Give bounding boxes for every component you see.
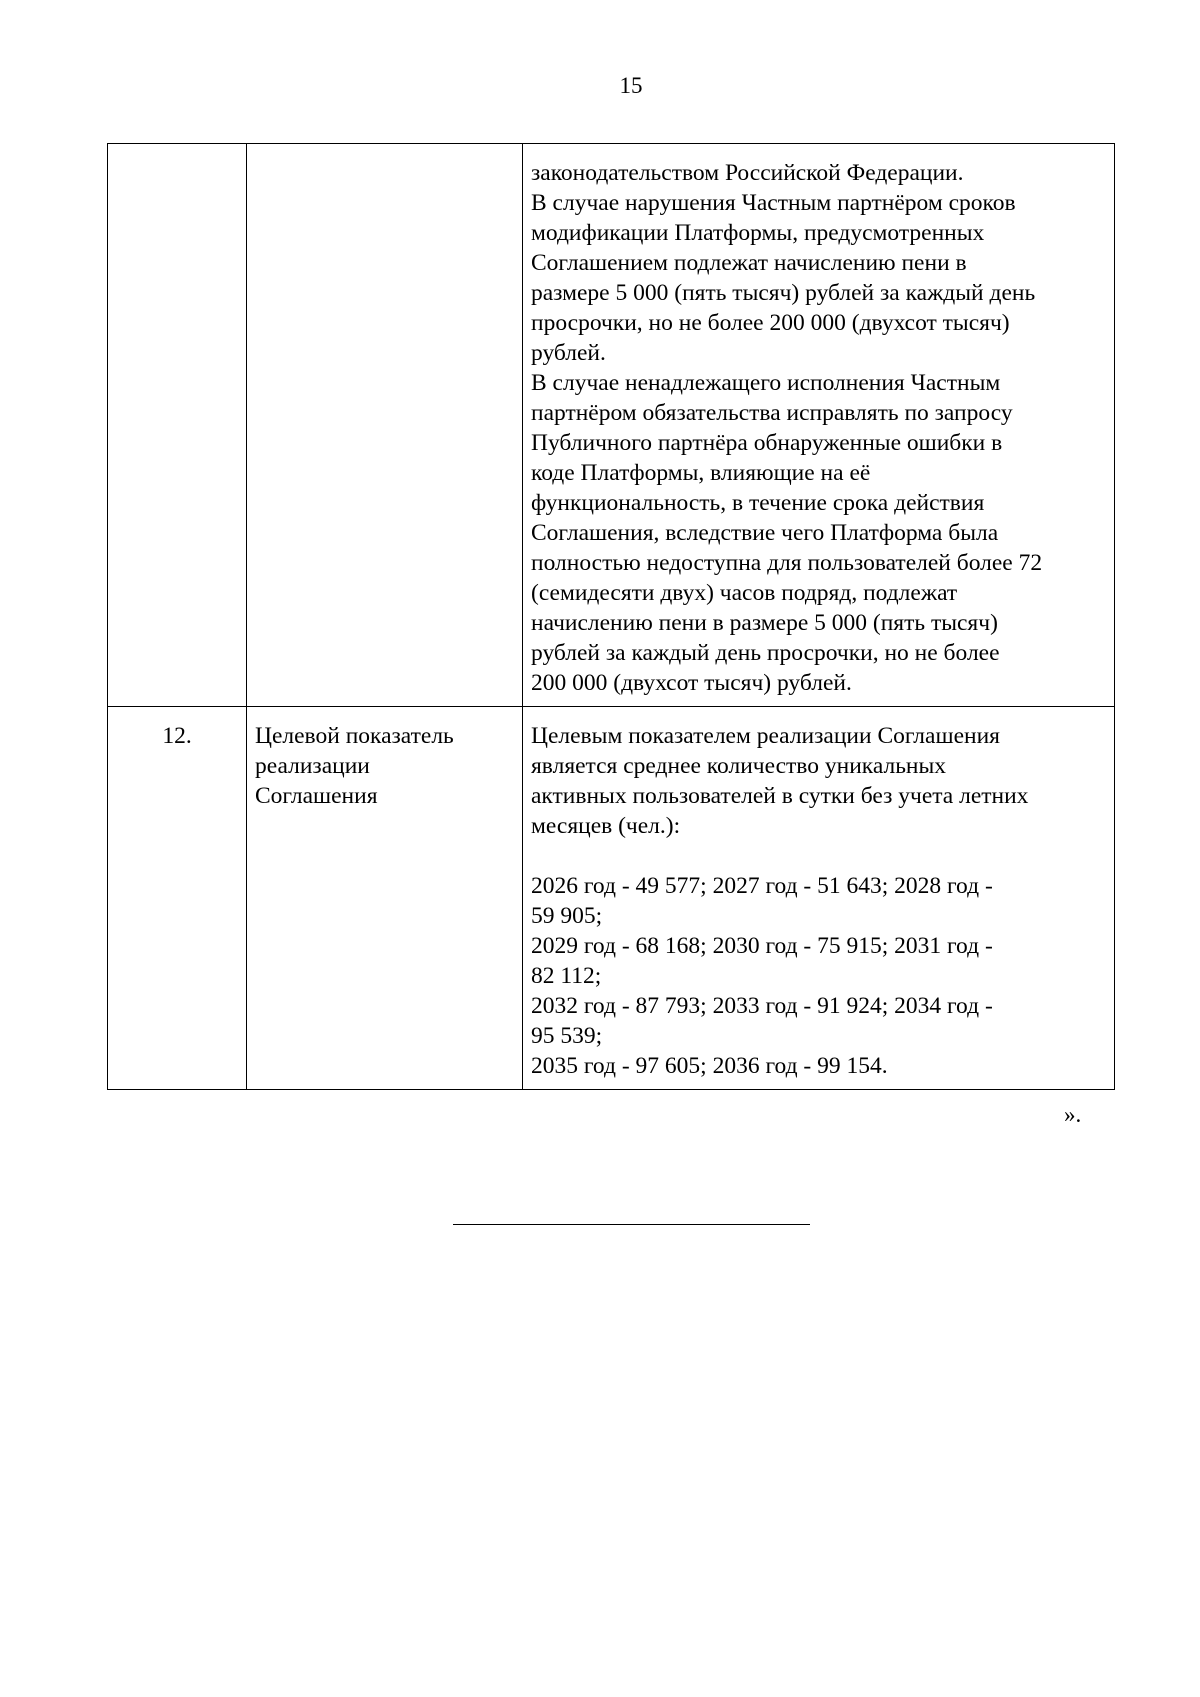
content-line: партнёром обязательства исправлять по запросу (531, 400, 1013, 426)
content-line: размере 5 000 (пять тысяч) рублей за каждый день (531, 280, 1036, 306)
content-line: модификации Платформы, предусмотренных (531, 220, 985, 246)
content-line: Соглашения, вследствие чего Платформа была (531, 520, 999, 546)
content-line: Целевым показателем реализации Соглашения (531, 723, 1000, 749)
end-rule (453, 1224, 810, 1225)
paragraph-spacer (531, 841, 1106, 871)
document-table (107, 143, 1115, 1090)
target-line: 82 112; (531, 963, 602, 989)
closing-quote: ». (1064, 1102, 1082, 1127)
title-line: Соглашения (255, 783, 378, 809)
content-line: коде Платформы, влияющие на её (531, 460, 871, 486)
page-number: 15 (619, 73, 643, 98)
content-line: месяцев (чел.): (531, 813, 681, 839)
content-line: Публичного партнёра обнаруженные ошибки в (531, 430, 1003, 456)
content-line: полностью недоступна для пользователей более 72 (531, 550, 1043, 576)
table-row (108, 707, 1115, 1090)
content-line: активных пользователей в сутки без учета летних (531, 783, 1029, 809)
row-content-cell (523, 144, 1115, 707)
title-line: Целевой показатель (255, 723, 454, 749)
content-line: (семидесяти двух) часов подряд, подлежат (531, 580, 958, 606)
content-line: функциональность, в течение срока действия (531, 490, 985, 516)
title-line: реализации (255, 753, 370, 779)
row-number-cell (108, 144, 247, 707)
row-title-cell (247, 707, 523, 1090)
content-line: Соглашением подлежат начислению пени в (531, 250, 967, 276)
content-line: законодательством Российской Федерации. (531, 160, 964, 186)
content-line: В случае ненадлежащего исполнения Частным (531, 370, 1001, 396)
content-line: просрочки, но не более 200 000 (двухсот тысяч) (531, 310, 1010, 336)
content-line: В случае нарушения Частным партнёром сроков (531, 190, 1016, 216)
content-line: рублей за каждый день просрочки, но не более (531, 640, 1000, 666)
target-line: 95 539; (531, 1023, 603, 1049)
table-row (108, 144, 1115, 707)
target-line: 2026 год - 49 577; 2027 год - 51 643; 2028 год - (531, 873, 993, 899)
content-line: является среднее количество уникальных (531, 753, 947, 779)
target-line: 59 905; (531, 903, 603, 929)
content-line: 200 000 (двухсот тысяч) рублей. (531, 670, 852, 696)
row-number-cell: 12. (108, 707, 247, 1090)
target-line: 2035 год - 97 605; 2036 год - 99 154. (531, 1053, 888, 1079)
content-line: рублей. (531, 340, 606, 366)
content-line: начислению пени в размере 5 000 (пять тысяч) (531, 610, 998, 636)
target-line: 2032 год - 87 793; 2033 год - 91 924; 2034 год - (531, 993, 993, 1019)
target-line: 2029 год - 68 168; 2030 год - 75 915; 2031 год - (531, 933, 993, 959)
row-content-cell (523, 707, 1115, 1090)
row-title-cell (247, 144, 523, 707)
